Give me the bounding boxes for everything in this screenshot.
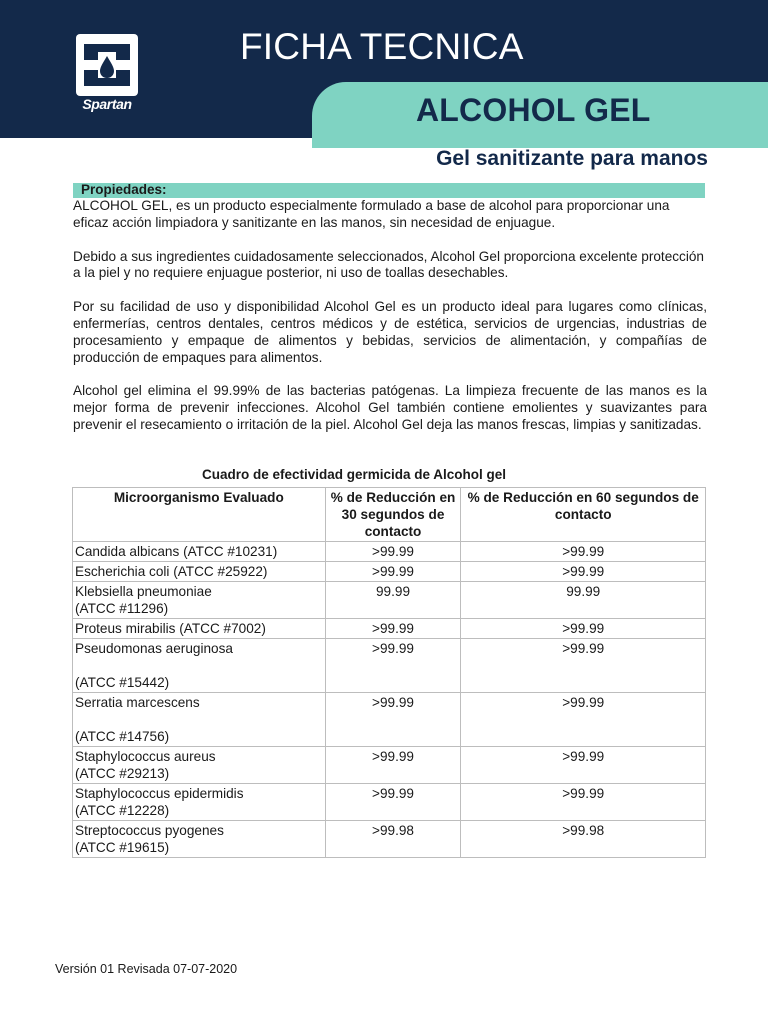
organism-name: Staphylococcus aureus xyxy=(75,749,216,764)
table-row xyxy=(73,747,706,784)
organism-name: Escherichia coli (ATCC #25922) xyxy=(75,564,268,579)
organism-code: (ATCC #29213) xyxy=(75,766,170,781)
table-row xyxy=(73,562,706,582)
value-30s: >99.99 xyxy=(325,542,461,562)
table-row xyxy=(73,542,706,562)
organism-code: (ATCC #15442) xyxy=(75,675,170,690)
organism-cell xyxy=(73,784,326,821)
table-row xyxy=(73,784,706,821)
paragraph: Alcohol gel elimina el 99.99% de las bacterias patógenas. La limpieza frecuente de las manos es la mejor forma de prevenir infecciones. Alcohol Gel también contiene emolientes y suavizantes para prevenir el resecamiento o irritación de la piel. Alcohol Gel deja las manos frescas, limpias y sanitizadas. xyxy=(73,383,707,432)
value-30s: >99.99 xyxy=(325,562,461,582)
organism-code: (ATCC #19615) xyxy=(75,840,170,855)
organism-cell xyxy=(73,693,326,747)
table-title: Cuadro de efectividad germicida de Alcohol gel xyxy=(201,467,507,482)
column-header: % de Reducción en 30 segundos de contacto xyxy=(325,488,461,542)
value-30s: >99.98 xyxy=(325,821,461,858)
table-row xyxy=(73,619,706,639)
organism-code: (ATCC #14756) xyxy=(75,729,170,744)
organism-name: Proteus mirabilis (ATCC #7002) xyxy=(75,621,266,636)
properties-text xyxy=(73,198,707,451)
organism-cell xyxy=(73,639,326,693)
organism-cell xyxy=(73,747,326,784)
value-30s: >99.99 xyxy=(325,784,461,821)
table-header-row xyxy=(73,488,706,542)
organism-cell xyxy=(73,821,326,858)
organism-name: Klebsiella pneumoniae xyxy=(75,584,212,599)
organism-name: Staphylococcus epidermidis xyxy=(75,786,244,801)
column-header: Microorganismo Evaluado xyxy=(73,488,326,542)
value-60s: >99.98 xyxy=(461,821,706,858)
table-row xyxy=(73,821,706,858)
table-row xyxy=(73,639,706,693)
value-30s: >99.99 xyxy=(325,747,461,784)
organism-name: Streptococcus pyogenes xyxy=(75,823,224,838)
organism-cell xyxy=(73,562,326,582)
logo-text: Spartan xyxy=(82,96,132,112)
paragraph: Debido a sus ingredientes cuidadosamente seleccionados, Alcohol Gel proporciona excelente protección a la piel y no requiere enjuague posterior, ni uso de toallas desechables. xyxy=(73,248,704,281)
version-footer: Versión 01 Revisada 07-07-2020 xyxy=(55,962,238,976)
properties-bar xyxy=(73,183,705,198)
paragraph: Por su facilidad de uso y disponibilidad Alcohol Gel es un producto ideal para lugares como clínicas, enfermerías, centros dentales, centros médicos y de estética, servicios de urgencias, industrias de procesamiento y empaque de alimentos y bebidas, servicios de alimentación, y compañías de producción de empaques para alimentos. xyxy=(73,299,707,365)
value-60s: >99.99 xyxy=(461,619,706,639)
organism-code: (ATCC #11296) xyxy=(75,601,169,616)
value-60s: >99.99 xyxy=(461,784,706,821)
organism-name: Pseudomonas aeruginosa xyxy=(75,641,233,656)
organism-cell xyxy=(73,582,326,619)
value-60s: >99.99 xyxy=(461,693,706,747)
table-row xyxy=(73,582,706,619)
germicidal-table xyxy=(72,487,706,858)
value-30s: >99.99 xyxy=(325,619,461,639)
value-60s: 99.99 xyxy=(461,582,706,619)
page-title: FICHA TECNICA xyxy=(240,26,524,67)
organism-code: (ATCC #12228) xyxy=(75,803,170,818)
value-60s: >99.99 xyxy=(461,562,706,582)
value-60s: >99.99 xyxy=(461,542,706,562)
product-name: ALCOHOL GEL xyxy=(416,92,651,128)
spartan-logo-icon xyxy=(76,34,138,96)
column-header: % de Reducción en 60 segundos de contacto xyxy=(461,488,706,542)
product-subtitle: Gel sanitizante para manos xyxy=(436,147,708,170)
value-30s: >99.99 xyxy=(325,639,461,693)
value-30s: >99.99 xyxy=(325,693,461,747)
organism-cell xyxy=(73,542,326,562)
organism-cell xyxy=(73,619,326,639)
properties-label: Propiedades: xyxy=(81,182,167,197)
spartan-logo xyxy=(74,34,140,116)
paragraph: ALCOHOL GEL, es un producto especialmente formulado a base de alcohol para proporcionar una eficaz acción limpiadora y sanitizante en las manos, sin necesidad de enjuague. xyxy=(73,198,670,230)
table-row xyxy=(73,693,706,747)
value-60s: >99.99 xyxy=(461,639,706,693)
organism-name: Candida albicans (ATCC #10231) xyxy=(75,544,278,559)
value-60s: >99.99 xyxy=(461,747,706,784)
value-30s: 99.99 xyxy=(325,582,461,619)
organism-name: Serratia marcescens xyxy=(75,695,200,710)
